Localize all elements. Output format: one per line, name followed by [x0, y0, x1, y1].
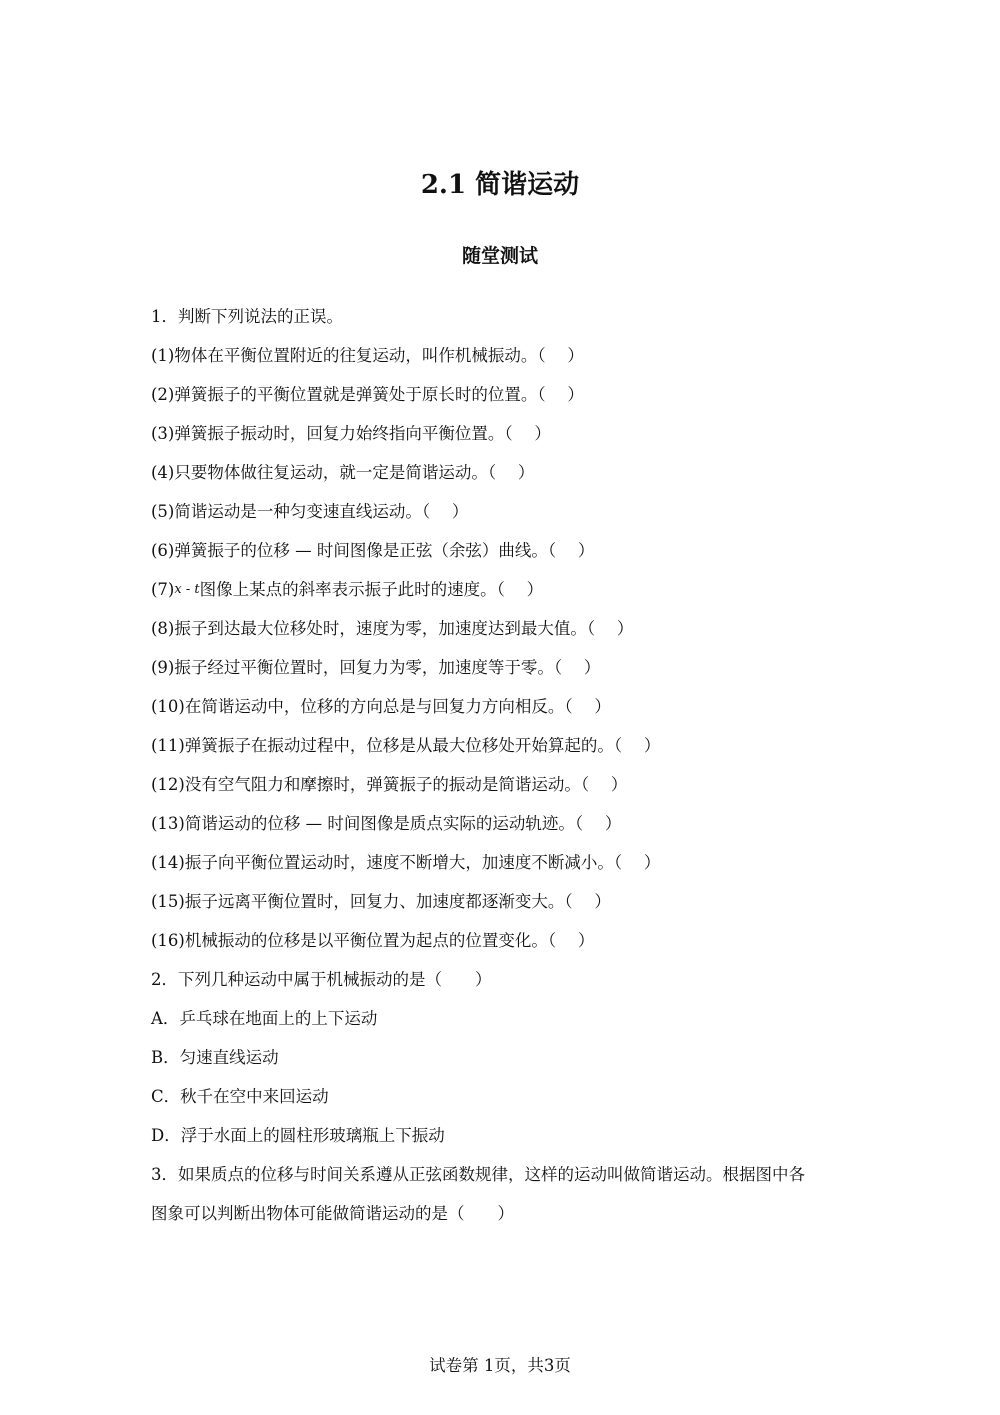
item-7-number: (7)	[151, 580, 175, 599]
question-1-item: (9)振子经过平衡位置时，回复力为零，加速度等于零。（ ）	[151, 658, 601, 677]
question-1-item: (11)弹簧振子在振动过程中，位移是从最大位移处开始算起的。（ ）	[151, 736, 661, 755]
item-7-text: 图像上某点的斜率表示振子此时的速度。（ ）	[199, 580, 544, 599]
question-1-item: (15)振子远离平衡位置时，回复力、加速度都逐渐变大。（ ）	[151, 892, 611, 911]
page-footer: 试卷第 1页，共3页	[429, 1356, 571, 1375]
question-3-stem-line-1: 3．如果质点的位移与时间关系遵从正弦函数规律，这样的运动叫做简谐运动。根据图中各	[151, 1165, 805, 1184]
question-1-item: (6)弹簧振子的位移 — 时间图像是正弦（余弦）曲线。（ ）	[151, 541, 595, 560]
document-title: 2.1 简谐运动	[420, 170, 580, 200]
question-1-item: (1)物体在平衡位置附近的往复运动，叫作机械振动。（ ）	[151, 346, 584, 365]
question-1-item-7	[151, 570, 856, 609]
question-1-item: (5)简谐运动是一种匀变速直线运动。（ ）	[151, 502, 469, 521]
question-1-item: (2)弹簧振子的平衡位置就是弹簧处于原长时的位置。（ ）	[151, 385, 584, 404]
question-1-item: (3)弹簧振子振动时，回复力始终指向平衡位置。（ ）	[151, 424, 551, 443]
question-1-stem: 1．判断下列说法的正误。	[151, 307, 343, 326]
question-1-item: (4)只要物体做往复运动，就一定是简谐运动。（ ）	[151, 463, 535, 482]
question-1-item: (12)没有空气阻力和摩擦时，弹簧振子的振动是简谐运动。（ ）	[151, 775, 628, 794]
question-3-stem-line-2: 图象可以判断出物体可能做简谐运动的是（ ）	[151, 1204, 514, 1223]
question-1-item: (8)振子到达最大位移处时，速度为零，加速度达到最大值。（ ）	[151, 619, 634, 638]
question-2-stem: 2．下列几种运动中属于机械振动的是（ ）	[151, 970, 492, 989]
question-1-item: (13)简谐运动的位移 — 时间图像是质点实际的运动轨迹。（ ）	[151, 814, 622, 833]
question-1-item: (14)振子向平衡位置运动时，速度不断增大，加速度不断减小。（ ）	[151, 853, 661, 872]
question-2-option-a: A．乒乓球在地面上的上下运动	[151, 1009, 378, 1028]
question-2-option-b: B．匀速直线运动	[151, 1048, 279, 1067]
question-content	[151, 297, 856, 1233]
question-1-item: (16)机械振动的位移是以平衡位置为起点的位置变化。（ ）	[151, 931, 595, 950]
x-t-formula: x - t	[174, 582, 200, 597]
question-2-option-c: C．秋千在空中来回运动	[151, 1087, 329, 1106]
section-subtitle: 随堂测试	[461, 245, 538, 267]
question-2-option-d: D．浮于水面上的圆柱形玻璃瓶上下振动	[151, 1126, 445, 1145]
question-1-item: (10)在简谐运动中，位移的方向总是与回复力方向相反。（ ）	[151, 697, 611, 716]
